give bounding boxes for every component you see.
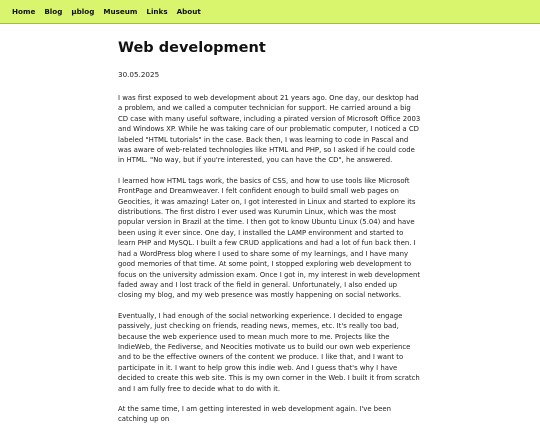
post-paragraph-3: Eventually, I had enough of the social networking experience. I decided to engage passively, just checking on friends, reading news, memes, etc. It's really too bad, because the web experience used to mean much more to me. Projects like the IndieWeb, the Fediverse, and Neocities motivate us to build our own web experience and to be the effective owners of the content we produce. I like that, and I want to participate in it. I want to help grow this indie web. And I guess that's why I have decided to create this web site. This is my own corner in the Web. I built it from scratch and I am fully free to decide what to do with it. (118, 311, 420, 393)
post-title: Web development (118, 40, 266, 56)
post-paragraph-1: I was first exposed to web development about 21 years ago. One day, our desktop had a problem, and we called a computer technician for support. He carried around a big CD case with many useful software, including a pirated version of Microsoft Office 2003 and Windows XP. While he was taking care of our problematic computer, I noticed a CD labeled "HTML tutorials" in the case. Back then, I was learning to code in Pascal and was aware of web-related technologies like HTML and PHP, so I asked if he could code in HTML. "No way, but if you're interested, you can have the CD", he answered. (118, 94, 421, 165)
article (118, 40, 422, 425)
nav-link-home[interactable]: Home (12, 7, 36, 16)
nav-link-blog[interactable]: Blog (44, 7, 63, 16)
nav-link-microblog[interactable]: µblog (71, 7, 95, 16)
post-paragraph-4: At the same time, I am getting interested in web development again. I've been catching up on (118, 404, 392, 424)
post-date: 30.05.2025 (118, 70, 160, 79)
top-navbar (0, 0, 540, 24)
nav-link-about[interactable]: About (176, 7, 201, 16)
post-paragraph-2: I learned how HTML tags work, the basics of CSS, and how to use tools like Microsoft FrontPage and Dreamweaver. I felt confident enough to build small web pages on Geocities, it was amazing! Later on, I got interested in Linux and started to explore its distributions. The first distro I ever used was Kurumin Linux, which was the most popular version in Brazil at the time. I then got to know Ubuntu Linux (5.04) and have been using it ever since. One day, I installed the LAMP environment and started to learn PHP and MySQL. I built a few CRUD applications and had a lot of fun back then. I had a WordPress blog where I used to share some of my learnings, and I have many good memories of that time. At some point, I stopped exploring web development to focus on the university admission exam. Once I got in, my interest in web development faded away and I lost track of the field in general. Unfortunately, I also ended up closing my blog, and my web presence was mostly happening on social networks. (118, 176, 421, 300)
nav-link-museum[interactable]: Museum (103, 7, 138, 16)
nav-link-links[interactable]: Links (146, 7, 168, 16)
